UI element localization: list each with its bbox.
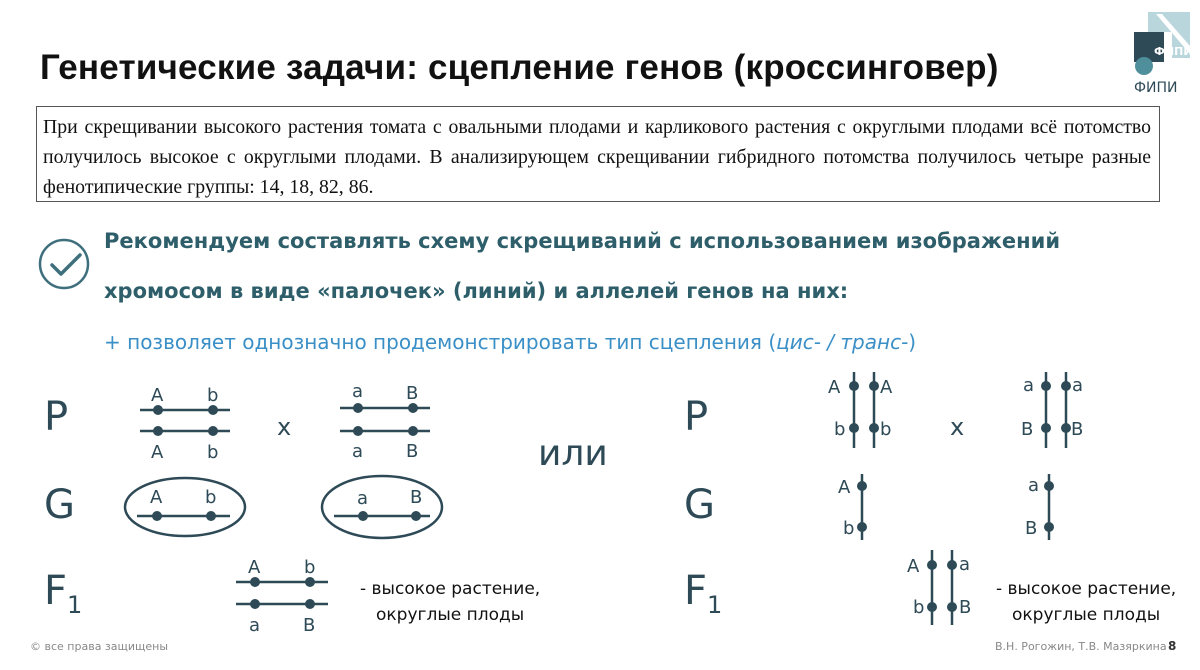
left-f-subscript: 1 [67,591,83,619]
right-caption-line-2: округлые плоды [1012,605,1161,625]
allele-label: a [959,554,971,575]
allele-label: a [352,381,364,402]
allele-label: b [304,557,316,578]
slash-label: / [820,330,841,354]
allele-label: A [907,556,920,577]
footer-copyright: © все права защищены [30,640,169,653]
right-g-label: G [684,482,715,528]
allele-label: A [880,377,893,398]
allele-label: A [150,487,163,508]
allele-label: a [357,488,369,509]
allele-label: A [151,442,164,463]
benefit-prefix: + позволяет однозначно продемонстрировать тип сцепления ( [104,330,777,354]
allele-label: B [959,597,972,618]
trans-label: транс- [840,330,909,354]
allele-label: B [1025,518,1038,539]
allele-label: A [828,377,841,398]
benefit-suffix: ) [908,330,917,354]
recommendation-line-1: Рекомендуем составлять схему скрещиваний с использованием изображений [104,229,1061,253]
allele-label: B [406,441,419,462]
recommendation-line-2: хромосом в виде «палочек» (линий) и аллелей генов на них: [104,279,849,303]
allele-label: b [880,419,892,440]
allele-label: b [834,419,846,440]
allele-label: A [838,477,851,498]
right-caption-line-1: - высокое растение, [996,579,1177,599]
right-f-subscript: 1 [707,591,723,619]
task-box: При скрещивании высокого растения томата с овальными плодами и карликового растения с округлыми плодами всё потомство получилось высокое с округлыми плодами. В анализирующем скрещивании гибридного потомства получилось четыре разные фенотипические группы: 14, 18, 82, 86. [36,106,1160,202]
allele-label: B [303,615,316,636]
footer-authors: В.Н. Рогожин, Т.В. Мазяркина [995,640,1167,653]
left-f-letter: F [44,568,68,614]
or-text: или [538,433,608,474]
right-cross-sign: x [950,413,965,441]
logo-text: ФИПИ [1134,80,1178,96]
left-cross-sign: x [277,413,292,441]
allele-label: b [207,385,219,406]
allele-label: a [352,441,364,462]
allele-label: B [1021,419,1034,440]
logo-top-text: ФИПИ [1154,45,1193,58]
allele-label: A [248,557,261,578]
allele-label: B [410,487,423,508]
allele-label: b [207,442,219,463]
allele-label: a [1028,475,1040,496]
cis-label: цис- [776,330,821,354]
allele-label: B [406,383,419,404]
allele-label: b [913,597,925,618]
allele-label: a [1023,375,1035,396]
left-caption-line-1: - высокое растение, [360,579,541,599]
left-p-label: P [44,394,69,440]
allele-label: b [843,518,855,539]
allele-label: B [1071,419,1084,440]
right-f-letter: F [684,568,708,614]
left-caption-line-2: округлые плоды [376,605,525,625]
page-number: 8 [1168,639,1177,653]
left-g-label: G [44,482,75,528]
allele-label: a [249,615,261,636]
right-p-label: P [684,394,709,440]
allele-label: a [1072,375,1084,396]
page-title: Генетические задачи: сцепление генов (кроссинговер) [40,48,999,87]
allele-label: A [151,385,164,406]
allele-label: b [205,487,217,508]
